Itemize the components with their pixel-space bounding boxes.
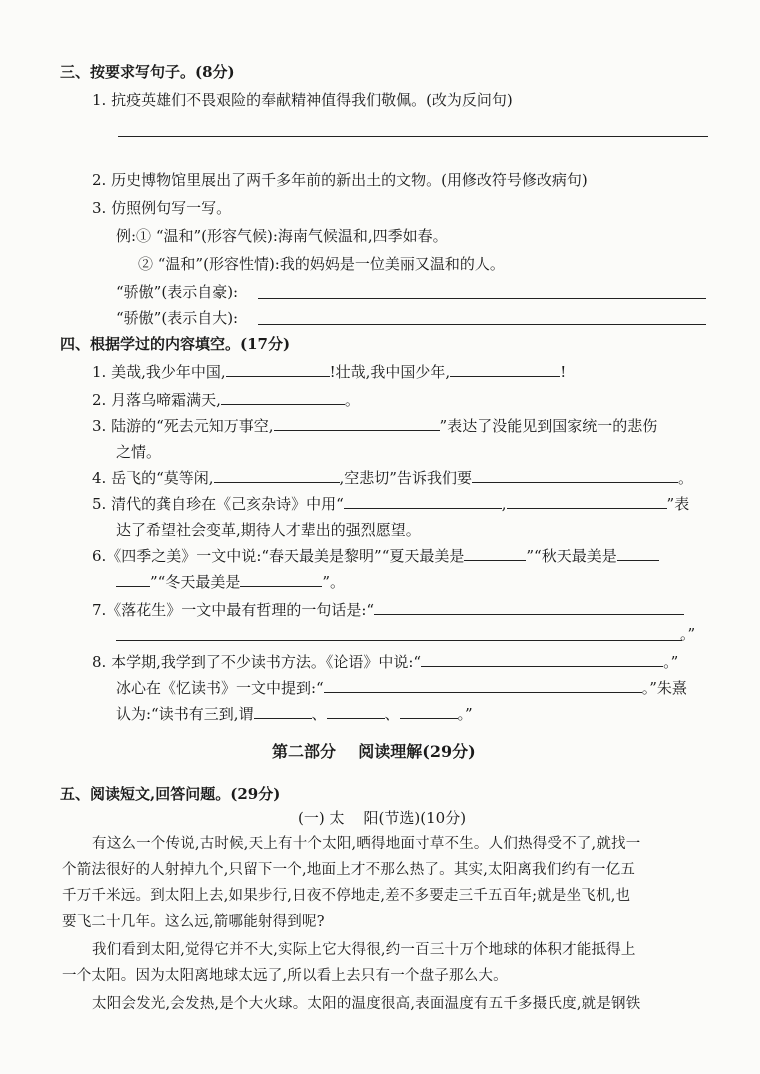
passage-line: 千万千米远。到太阳上去,如果步行,日夜不停地走,差不多要走三千五百年;就是坐飞机,也 [62,888,631,904]
blank[interactable] [450,362,560,377]
s3-prompt-2: “骄傲”(表示自大): [116,309,239,327]
text: 。”朱熹 [641,679,687,697]
passage-line: 一个太阳。因为太阳离地球太远了,所以看上去只有一个盘子那么大。 [62,968,508,984]
passage-line: 我们看到太阳,觉得它并不大,实际上它大得很,约一百三十万个地球的体积才能抵得上 [92,942,636,958]
answer-line[interactable] [258,298,706,299]
blank[interactable] [327,704,385,719]
text: 、 [384,705,400,723]
blank[interactable] [617,546,659,561]
s4-question-2 [92,390,360,410]
text: ”“秋天最美是 [526,547,617,565]
s4-question-5-cont: 达了希望社会变革,期待人才辈出的强烈愿望。 [116,521,421,539]
section-4-title: 四、根据学过的内容填空。(17分) [60,335,291,353]
blank[interactable] [324,678,642,693]
text: 5. 清代的龚自珍在《己亥杂诗》中用“ [92,495,344,513]
text: 3. 陆游的“死去元知万事空, [92,417,274,435]
answer-line[interactable] [118,136,708,137]
s3-question-2: 2. 历史博物馆里展出了两千多年前的新出土的文物。(用修改符号修改病句) [92,171,588,189]
text: 。 [677,469,693,487]
blank[interactable] [226,362,330,377]
s4-question-5 [92,494,689,514]
text: 7.《落花生》一文中最有哲理的一句话是:“ [92,601,375,619]
text: 8. 本学期,我学到了不少读书方法。《论语》中说:“ [92,653,422,671]
s4-question-4 [92,468,693,488]
text: 。” [457,705,473,723]
blank[interactable] [374,600,684,615]
text: 1. 美哉,我少年中国, [92,363,226,381]
text: 。 [344,391,360,409]
s4-question-8-line2 [116,678,687,698]
blank[interactable] [507,494,667,509]
blank[interactable] [214,468,340,483]
s3-example-2: ② “温和”(形容性情):我的妈妈是一位美丽又温和的人。 [138,255,505,273]
blank[interactable] [254,704,312,719]
text: ”表 [666,495,690,513]
s4-question-7-end: 。” [680,625,696,643]
blank[interactable] [472,468,678,483]
s4-question-1 [92,362,566,382]
blank[interactable] [421,652,663,667]
s3-question-1: 1. 抗疫英雄们不畏艰险的奉献精神值得我们敬佩。(改为反问句) [92,91,513,109]
s4-question-3 [92,416,657,436]
passage-line: 要飞二十几年。这么远,箭哪能射得到呢? [62,914,325,930]
text: 、 [311,705,327,723]
blank[interactable] [240,572,322,587]
s4-question-7 [92,600,684,620]
blank[interactable] [464,546,526,561]
section-5-title: 五、阅读短文,回答问题。(29分) [60,785,281,803]
text: ”。 [322,573,346,591]
text: 4. 岳飞的“莫等闲, [92,469,214,487]
s3-question-3: 3. 仿照例句写一写。 [92,199,232,217]
blank[interactable] [400,704,458,719]
text: ”“冬天最美是 [150,573,241,591]
blank[interactable] [221,390,345,405]
text: !壮哉,我中国少年, [329,363,451,381]
blank[interactable] [344,494,502,509]
text: 。” [663,653,679,671]
s4-question-8 [92,652,678,672]
answer-line[interactable] [258,324,706,325]
answer-line[interactable] [116,640,682,641]
s3-prompt-1: “骄傲”(表示自豪): [116,283,239,301]
section-3-title: 三、按要求写句子。(8分) [60,63,235,81]
passage-title: (一) 太 阳(节选)(10分) [298,809,467,827]
s4-question-8-line3 [116,704,473,724]
blank[interactable] [116,572,150,587]
s4-question-3-cont: 之情。 [116,443,162,461]
text: 认为:“读书有三到,谓 [116,705,254,723]
passage-line: 太阳会发光,会发热,是个大火球。太阳的温度很高,表面温度有五千多摄氏度,就是钢铁 [92,996,641,1012]
part-2-title: 第二部分 阅读理解(29分) [272,742,476,761]
blank[interactable] [274,416,440,431]
passage-line: 有这么一个传说,古时候,天上有十个太阳,晒得地面寸草不生。人们热得受不了,就找一 [92,836,641,852]
text: 冰心在《忆读书》一文中提到:“ [116,679,324,697]
text: ! [560,363,567,381]
text: ,空悲切”告诉我们要 [339,469,472,487]
text: 2. 月落乌啼霜满天, [92,391,221,409]
text: 6.《四季之美》一文中说:“春天最美是黎明”“夏天最美是 [92,547,465,565]
text: ”表达了没能见到国家统一的悲伤 [439,417,658,435]
passage-line: 个箭法很好的人射掉九个,只留下一个,地面上才不那么热了。其实,太阳离我们约有一亿五 [62,862,636,878]
s3-example-1: 例:① “温和”(形容气候):海南气候温和,四季如春。 [116,227,448,245]
text: , [501,495,507,513]
s4-question-6-cont [116,572,345,592]
s4-question-6 [92,546,659,566]
